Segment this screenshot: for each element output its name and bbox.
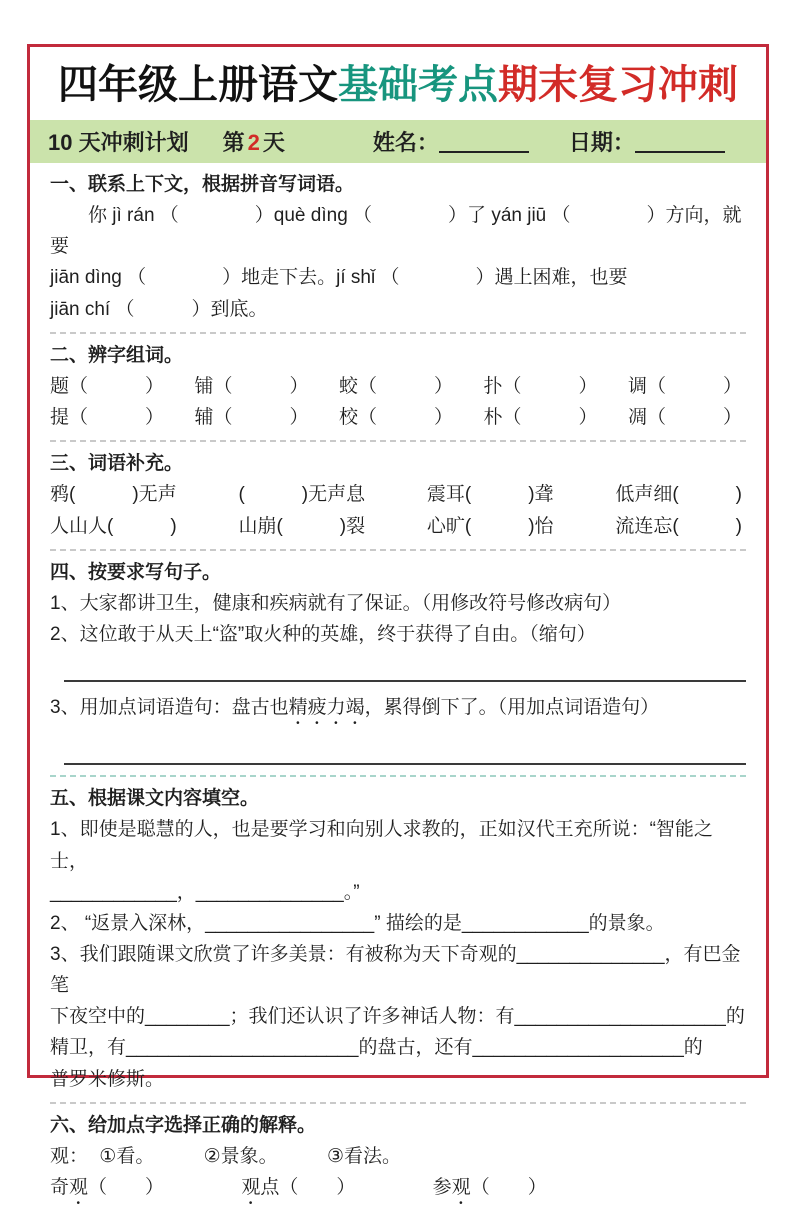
section1-line3: jiān chí （ ）到底。 <box>50 298 268 320</box>
section3-row1 <box>50 479 746 510</box>
section-divider <box>50 1102 746 1104</box>
section5-q3-line1: 3、我们跟随课文欣赏了许多美景：有被称为天下奇观的______________，有巴金笔 <box>50 943 741 997</box>
section6-items <box>50 1172 746 1209</box>
section-divider <box>50 440 746 442</box>
word-cell: 蛟（ ） <box>338 375 453 397</box>
section3-row2 <box>50 511 746 542</box>
word-cell: 调（ ） <box>627 375 742 397</box>
section5-q3-line4: 普罗米修斯。 <box>50 1068 165 1090</box>
section5-heading: 五、根据课文内容填空。 <box>50 788 260 810</box>
option-2: ②景象。 <box>203 1145 278 1167</box>
section2-heading: 二、辨字组词。 <box>50 344 184 366</box>
item-paren-blank: （ ） <box>88 1177 165 1199</box>
word-cell: 校（ ） <box>338 407 453 429</box>
section1-heading: 一、联系上下文，根据拼音写词语。 <box>50 174 355 195</box>
worksheet-body <box>30 163 766 1209</box>
option-1: ①看。 <box>99 1145 155 1167</box>
section4-heading: 四、按要求写句子。 <box>50 561 222 583</box>
section6-heading: 六、给加点字选择正确的解释。 <box>50 1114 317 1136</box>
plan-header-bar <box>30 120 766 163</box>
section3-heading: 三、词语补充。 <box>50 453 184 475</box>
date-blank <box>635 131 725 153</box>
idiom-cell: 流连忘( ) <box>615 515 742 537</box>
section5-q3-line2: 下夜空中的________；我们还认识了许多神话人物：有____________________的 <box>50 1006 745 1028</box>
title-part-teal: 基础考点 <box>338 63 498 107</box>
word-cell: 朴（ ） <box>483 407 598 429</box>
worksheet-page <box>27 44 769 1199</box>
idiom-cell: 震耳( )聋 <box>426 484 554 506</box>
name-label: 姓名： <box>372 130 439 155</box>
question3-text-tail: ，累得倒下了。（用加点词语造句） <box>364 697 660 719</box>
section-divider <box>50 549 746 551</box>
title-part-red: 期末复习冲刺 <box>498 63 738 107</box>
item-emphasized-char: 观 <box>451 1177 471 1199</box>
title-part-black: 四年级上册语文 <box>58 63 338 107</box>
item-text: 奇 <box>50 1177 70 1199</box>
day-prefix: 第 <box>222 130 245 155</box>
idiom-cell: 人山人( ) <box>50 515 177 537</box>
word-cell: 凋（ ） <box>627 407 742 429</box>
idiom-cell: 鸦( )无声 <box>50 484 177 506</box>
section4-question2: 2、这位敢于从天上“盗”取火种的英雄，终于获得了自由。（缩句） <box>50 624 596 646</box>
item-paren-blank: （ ） <box>279 1177 356 1199</box>
section5-q2: 2、 “返景入深林，________________” 描绘的是____________的景象。 <box>50 912 665 934</box>
section1-line1: 你 jì rán （ ）què dìng （ ）了 yán jiū （ ）方向，就要 <box>50 205 742 258</box>
section6-options <box>50 1141 746 1172</box>
section1-line2: jiān dìng （ ）地走下去。jí shǐ （ ）遇上困难，也要 <box>50 267 628 289</box>
word-cell: 辅（ ） <box>194 407 309 429</box>
idiom-cell: 山崩( )裂 <box>238 515 366 537</box>
word-cell: 题（ ） <box>50 375 165 397</box>
date-label: 日期： <box>568 130 635 155</box>
idiom-cell: 心旷( )怡 <box>426 515 554 537</box>
word-cell: 铺（ ） <box>194 375 309 397</box>
plan-label: 10 天冲刺计划 <box>48 130 189 155</box>
idiom-cell: 低声细( ) <box>615 484 742 506</box>
section5-q3-line3: 精卫，有______________________的盘古，还有____________________的 <box>50 1037 703 1059</box>
section-divider <box>50 775 746 777</box>
item-emphasized-char: 观 <box>241 1177 261 1199</box>
day-suffix: 天 <box>262 130 285 155</box>
section4-question3 <box>50 692 746 729</box>
section2-row1 <box>50 371 746 402</box>
answer-blank-line <box>64 650 746 682</box>
choice-item <box>50 1177 164 1198</box>
section-divider <box>50 332 746 334</box>
question3-emphasized-word: 精疲力竭 <box>288 697 365 719</box>
section2-row2 <box>50 402 746 433</box>
answer-blank-line <box>64 729 746 765</box>
choice-item <box>433 1177 547 1198</box>
section4-question1: 1、大家都讲卫生，健康和疾病就有了保证。（用修改符号修改病句） <box>50 592 622 614</box>
word-cell: 提（ ） <box>50 407 165 429</box>
item-emphasized-char: 观 <box>69 1177 89 1199</box>
page-title <box>30 60 766 110</box>
day-number: 2 <box>247 130 260 155</box>
section5-q1-line2: ____________，______________。” <box>50 881 360 903</box>
choice-item <box>241 1177 355 1198</box>
option-stem: 观： <box>50 1145 89 1167</box>
option-3: ③看法。 <box>326 1145 401 1167</box>
item-text: 参 <box>432 1177 452 1199</box>
name-blank <box>439 131 529 153</box>
item-paren-blank: （ ） <box>470 1177 547 1199</box>
day-label <box>223 126 285 157</box>
item-text: 点 <box>260 1177 280 1199</box>
section5-q1-line1: 1、即使是聪慧的人，也是要学习和向别人求教的，正如汉代王充所说：“智能之士， <box>50 819 713 872</box>
idiom-cell: ( )无声息 <box>238 484 366 506</box>
word-cell: 扑（ ） <box>483 375 598 397</box>
question3-text: 3、用加点词语造句：盘古也 <box>50 697 289 719</box>
